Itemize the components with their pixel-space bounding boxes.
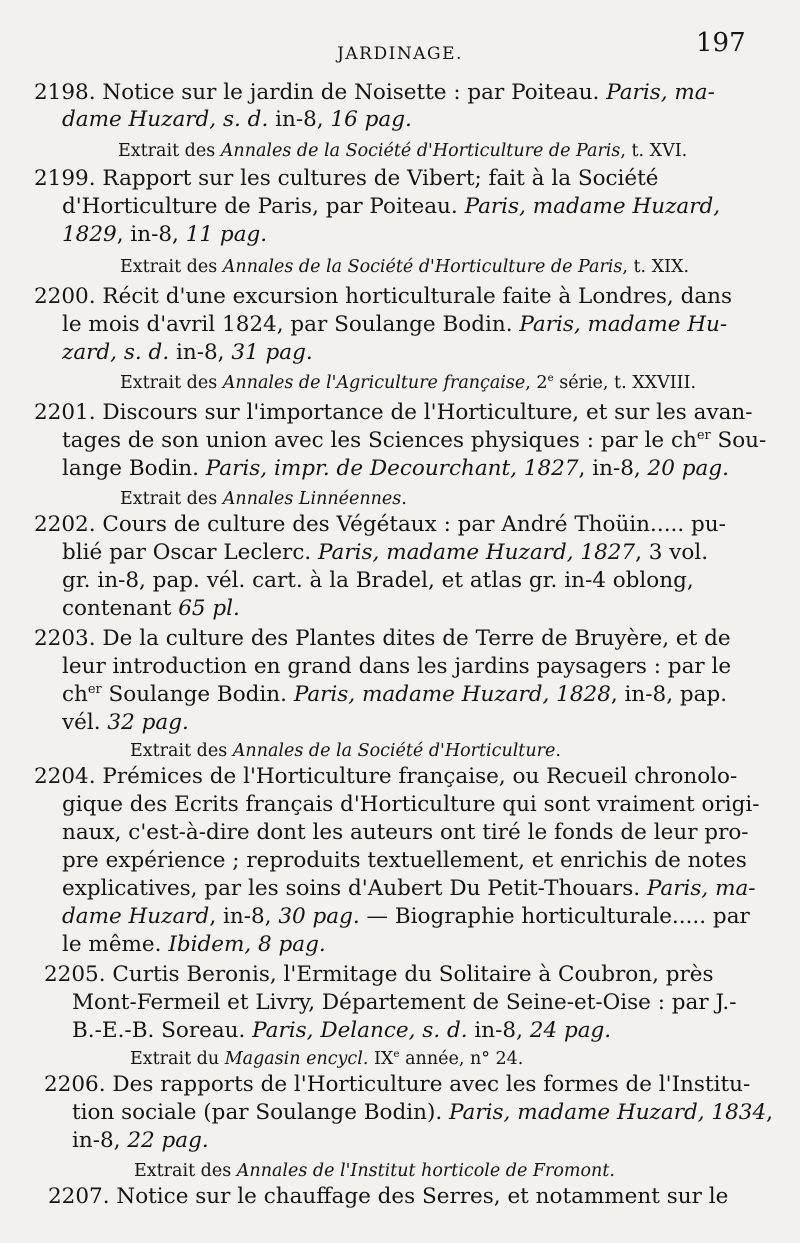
entry-2205-line-3: B.-E.-B. Soreau. Paris, Delance, s. d. in-8, 24 pag. — [72, 1018, 612, 1043]
entry-2201-line-3: lange Bodin. Paris, impr. de Decourchant, 1827, in-8, 20 pag. — [62, 456, 729, 481]
running-title: JARDINAGE. — [337, 44, 463, 64]
entry-2201-line-1: 2201. Discours sur l'importance de l'Horticulture, et sur les avan- — [34, 400, 753, 425]
entry-2198-source: Extrait des Annales de la Société d'Horticulture de Paris, t. XVI. — [118, 141, 688, 161]
entry-2199-line-3: 1829, in-8, 11 pag. — [62, 222, 268, 247]
entry-2205-line-1: 2205. Curtis Beronis, l'Ermitage du Solitaire à Coubron, près — [44, 962, 714, 987]
entry-2205-source: Extrait du Magasin encycl. IXe année, n° 24. — [130, 1048, 524, 1069]
entry-number: 2202. — [34, 512, 96, 537]
entry-2204-line-5: explicatives, par les soins d'Aubert Du Petit-Thouars. Paris, ma- — [62, 876, 756, 901]
entry-2206-source: Extrait des Annales de l'Institut horticole de Fromont. — [134, 1161, 615, 1181]
entry-2206-line-3: in-8, 22 pag. — [72, 1128, 209, 1153]
entry-number: 2207. — [48, 1184, 110, 1209]
entry-2206-line-2: tion sociale (par Soulange Bodin). Paris, madame Huzard, 1834, — [72, 1100, 773, 1125]
entry-number: 2205. — [44, 962, 106, 987]
entry-2198-line-1: 2198. Notice sur le jardin de Noisette : par Poiteau. Paris, ma- — [34, 80, 715, 105]
entry-number: 2199. — [34, 166, 96, 191]
entry-number: 2204. — [34, 764, 96, 789]
entry-2203-source: Extrait des Annales de la Société d'Horticulture. — [130, 741, 561, 761]
entry-2199-source: Extrait des Annales de la Société d'Horticulture de Paris, t. XIX. — [120, 257, 690, 277]
entry-2204-line-2: gique des Ecrits français d'Horticulture qui sont vraiment origi- — [62, 792, 760, 817]
entry-2200-line-1: 2200. Récit d'une excursion horticulturale faite à Londres, dans — [34, 284, 733, 309]
entry-2204-line-1: 2204. Prémices de l'Horticulture française, ou Recueil chronolo- — [34, 764, 738, 789]
entry-2207-line-1: 2207. Notice sur le chauffage des Serres, et notamment sur le — [48, 1184, 729, 1209]
entry-2202-line-3: gr. in-8, pap. vél. cart. à la Bradel, et atlas gr. in-4 oblong, — [62, 568, 694, 593]
entry-2202-line-1: 2202. Cours de culture des Végétaux : par André Thoüin..... pu- — [34, 512, 726, 537]
entry-2198-line-2: dame Huzard, s. d. in-8, 16 pag. — [62, 107, 412, 132]
entry-2205-line-2: Mont-Fermeil et Livry, Département de Seine-et-Oise : par J.- — [72, 990, 737, 1015]
entry-number: 2200. — [34, 284, 96, 309]
entry-2204-line-4: pre expérience ; reproduits textuellement, et enrichis de notes — [62, 848, 747, 873]
entry-2200-line-3: zard, s. d. in-8, 31 pag. — [62, 340, 313, 365]
page-number: 197 — [696, 28, 746, 58]
entry-2201-line-2: tages de son union avec les Sciences physiques : par le $ch^{er}$ Sou- — [62, 427, 767, 453]
entry-2203-line-4: vél. 32 pag. — [62, 710, 189, 735]
entry-2203-line-1: 2203. De la culture des Plantes dites de Terre de Bruyère, et de — [34, 626, 731, 651]
entry-2203-line-2: leur introduction en grand dans les jardins paysagers : par le — [62, 654, 732, 679]
entry-2199-line-1: 2199. Rapport sur les cultures de Vibert; fait à la Société — [34, 166, 659, 191]
entry-2204-line-6: dame Huzard, in-8, 30 pag. — Biographie horticulturale..... par — [62, 904, 750, 929]
entry-2200-line-2: le mois d'avril 1824, par Soulange Bodin. Paris, madame Hu- — [62, 312, 728, 337]
entry-2201-source: Extrait des Annales Linnéennes. — [120, 489, 407, 509]
entry-number: 2201. — [34, 400, 96, 425]
entry-2202-line-2: blié par Oscar Leclerc. Paris, madame Huzard, 1827, 3 vol. — [62, 540, 709, 565]
entry-2202-line-4: contenant 65 pl. — [62, 596, 240, 621]
entry-2204-line-3: naux, c'est-à-dire dont les auteurs ont tiré le fonds de leur pro- — [62, 820, 749, 845]
entry-2203-line-3: $ch^{er}$ Soulange Bodin. Paris, madame Huzard, 1828, in-8, pap. — [62, 681, 728, 707]
entry-2199-line-2: d'Horticulture de Paris, par Poiteau. Paris, madame Huzard, — [62, 194, 721, 219]
entry-number: 2206. — [44, 1072, 106, 1097]
entry-2206-line-1: 2206. Des rapports de l'Horticulture avec les formes de l'Institu- — [44, 1072, 751, 1097]
entry-2204-line-7: le même. Ibidem, 8 pag. — [62, 932, 326, 957]
entry-number: 2198. — [34, 80, 96, 105]
entry-2200-source: Extrait des Annales de l'Agriculture française, 2e série, t. XXVIII. — [120, 372, 697, 393]
entry-number: 2203. — [34, 626, 96, 651]
